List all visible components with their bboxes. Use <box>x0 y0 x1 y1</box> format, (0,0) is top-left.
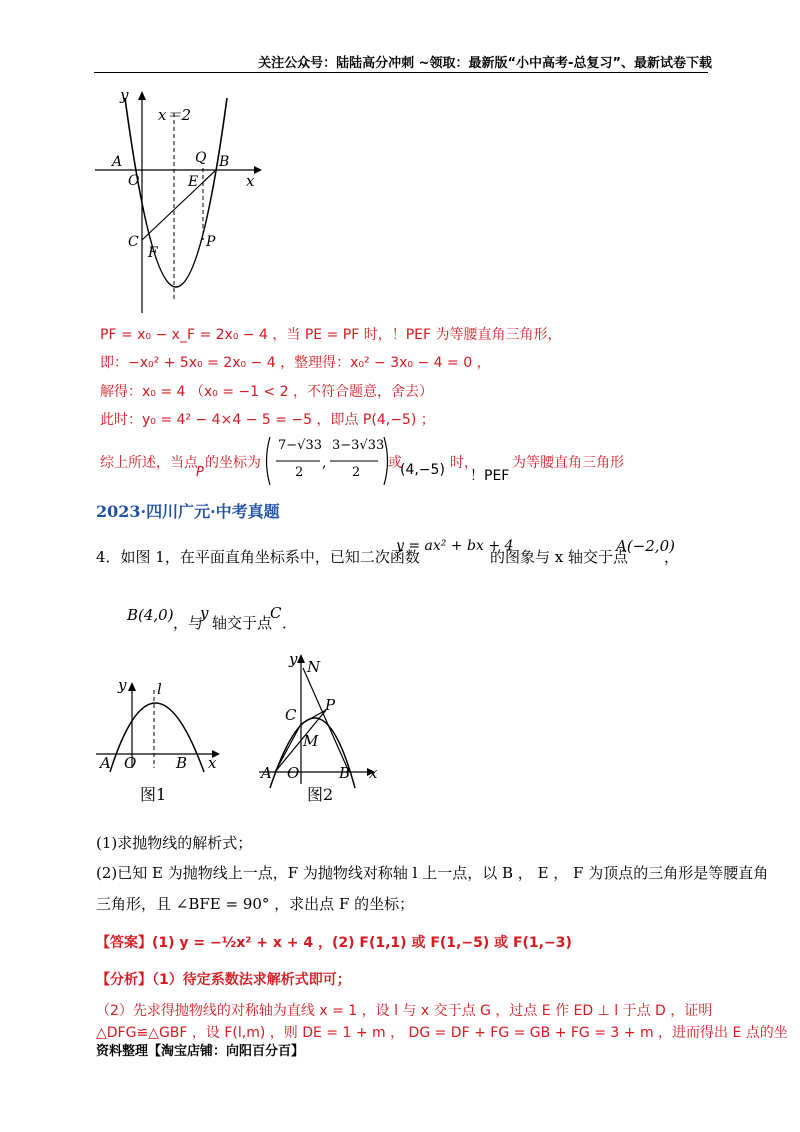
question-2-line-2: 三角形，且 ∠BFE = 90° ，求出点 F 的坐标； <box>96 895 415 913</box>
problem-c: C <box>270 604 282 622</box>
solution-end: 为等腰直角三角形 <box>512 455 624 471</box>
fig2-caption: 图2 <box>307 785 334 804</box>
solution-or: 或 <box>388 455 402 471</box>
solution-coord-text: 的坐标为 <box>205 455 261 471</box>
label-o: O <box>128 173 140 189</box>
analysis-tag: 【分析】 <box>96 972 152 988</box>
fig1-label-o: O <box>124 754 137 772</box>
frac1-numerator: 7−√33 <box>278 438 322 453</box>
answer-text: (1) y = −½x² + x + 4 ，(2) F(1,1) 或 F(1,−5) 或 F(1,−3) <box>152 935 572 951</box>
label-b: B <box>219 154 230 170</box>
problem-line-1a: 4．如图 1，在平面直角坐标系中，已知二次函数 <box>96 548 420 566</box>
problem-line-1c: ， <box>664 548 680 566</box>
fig2-label-p: P <box>325 696 336 714</box>
fig2-label-c: C <box>285 706 297 724</box>
fig2-label-x: x <box>369 764 378 782</box>
fig1-label-x: x <box>208 754 217 772</box>
analysis-line-3: △DFG≌△GBF ，设 F(l,m) ，则 DE = 1 + m ， DG = DF + FG = GB + FG = 3 + m ，进而得出 E 点的坐 <box>96 1025 788 1041</box>
label-e: E <box>188 174 199 190</box>
section-title: 2023·四川广元·中考真题 <box>96 502 280 521</box>
fig1-caption: 图1 <box>140 785 167 804</box>
parabola <box>125 98 230 287</box>
problem-point-b: B(4,0) <box>127 606 174 624</box>
fig1-label-a: A <box>100 754 111 772</box>
problem-function: y = ax² + bx + 4 <box>396 538 514 554</box>
frac1-denominator: 2 <box>295 465 304 480</box>
y-axis-arrow <box>138 91 146 100</box>
frac2-denominator: 2 <box>352 465 361 480</box>
page-footer: 资料整理【淘宝店铺：向阳百分百】 <box>96 1044 305 1059</box>
label-x: x <box>246 172 255 190</box>
fig2-label-o: O <box>287 764 300 782</box>
fig2-label-m: M <box>303 732 319 750</box>
figure-2 <box>255 648 390 808</box>
fig2-line-cp <box>301 710 326 724</box>
solution-line-2: 即：−x₀² + 5x₀ = 2x₀ − 4 ，整理得：x₀² − 3x₀ − 4 = 0 ， <box>100 355 491 371</box>
fig2-label-b: B <box>339 764 351 782</box>
fig2-line-nb <box>303 668 349 772</box>
solution-triangle: ！PEF <box>470 468 510 484</box>
label-line: x＝2 <box>158 106 192 124</box>
label-a: A <box>112 154 123 170</box>
fig1-label-y: y <box>118 676 127 694</box>
analysis-step-1: （1）待定系数法求解析式即可； <box>152 972 351 988</box>
svg-text:,: , <box>322 455 327 471</box>
answer-block <box>96 932 572 952</box>
label-c: C <box>128 234 139 250</box>
problem-line-1b: 的图象与 x 轴交于点 <box>490 548 628 566</box>
label-y: y <box>120 88 129 104</box>
solution-line-4: 此时：y₀ = 4² − 4×4 − 5 = −5 ，即点 P(4,−5) ； <box>100 412 435 428</box>
figure-1 <box>92 676 232 808</box>
problem-line-2d: ． <box>282 614 298 632</box>
analysis-line-2: （2）先求得抛物线的对称轴为直线 x = 1 ，设 l 与 x 交于点 G ，过点 E 作 ED ⊥ l 于点 D ，证明 <box>96 1003 713 1019</box>
fig2-label-y: y <box>289 650 298 668</box>
analysis-line-1 <box>96 969 351 989</box>
fig2-label-n: N <box>307 658 321 676</box>
x-axis-arrow <box>254 166 262 174</box>
page-header: 关注公众号：陆陆高分冲刺 ~领取：最新版“小中高考-总复习”、最新试卷下载 <box>258 56 712 71</box>
solution-point-p: P <box>196 465 204 480</box>
solution-line-3: 解得：x₀ = 4 （x₀ = −1 < 2 ，不符合题意，舍去） <box>100 384 434 400</box>
solution-line-5-start: 综上所述，当点 <box>100 455 198 471</box>
fig1-label-l: l <box>157 680 162 698</box>
problem-line-2a: ，与 <box>173 614 204 632</box>
solution-point-alt: (4,−5) <box>400 462 445 478</box>
solution-line-1: PF = x₀ − x_F = 2x₀ − 4 ，当 PE = PF 时，！PEF 为等腰直角三角形， <box>100 327 562 343</box>
label-f: F <box>148 245 158 261</box>
fig2-label-a: A <box>261 764 272 782</box>
frac2-numerator: 3−3√33 <box>332 438 385 453</box>
solution-when: 时， <box>450 455 478 471</box>
header-rule <box>94 72 708 73</box>
problem-y: y <box>200 604 209 622</box>
answer-tag: 【答案】 <box>96 935 152 951</box>
question-1: (1)求抛物线的解析式； <box>96 834 253 852</box>
label-q: Q <box>195 150 207 166</box>
question-2-line-1: (2)已知 E 为抛物线上一点，F 为抛物线对称轴 l 上一点，以 B ， E ， F 为顶点的三角形是等腰直角 <box>96 864 769 882</box>
problem-line-2b: 轴交于点 <box>212 614 273 632</box>
fig1-label-b: B <box>176 754 188 772</box>
top-figure <box>92 88 272 320</box>
label-p: P <box>206 234 216 250</box>
problem-point-a: A(−2,0) <box>616 537 675 555</box>
